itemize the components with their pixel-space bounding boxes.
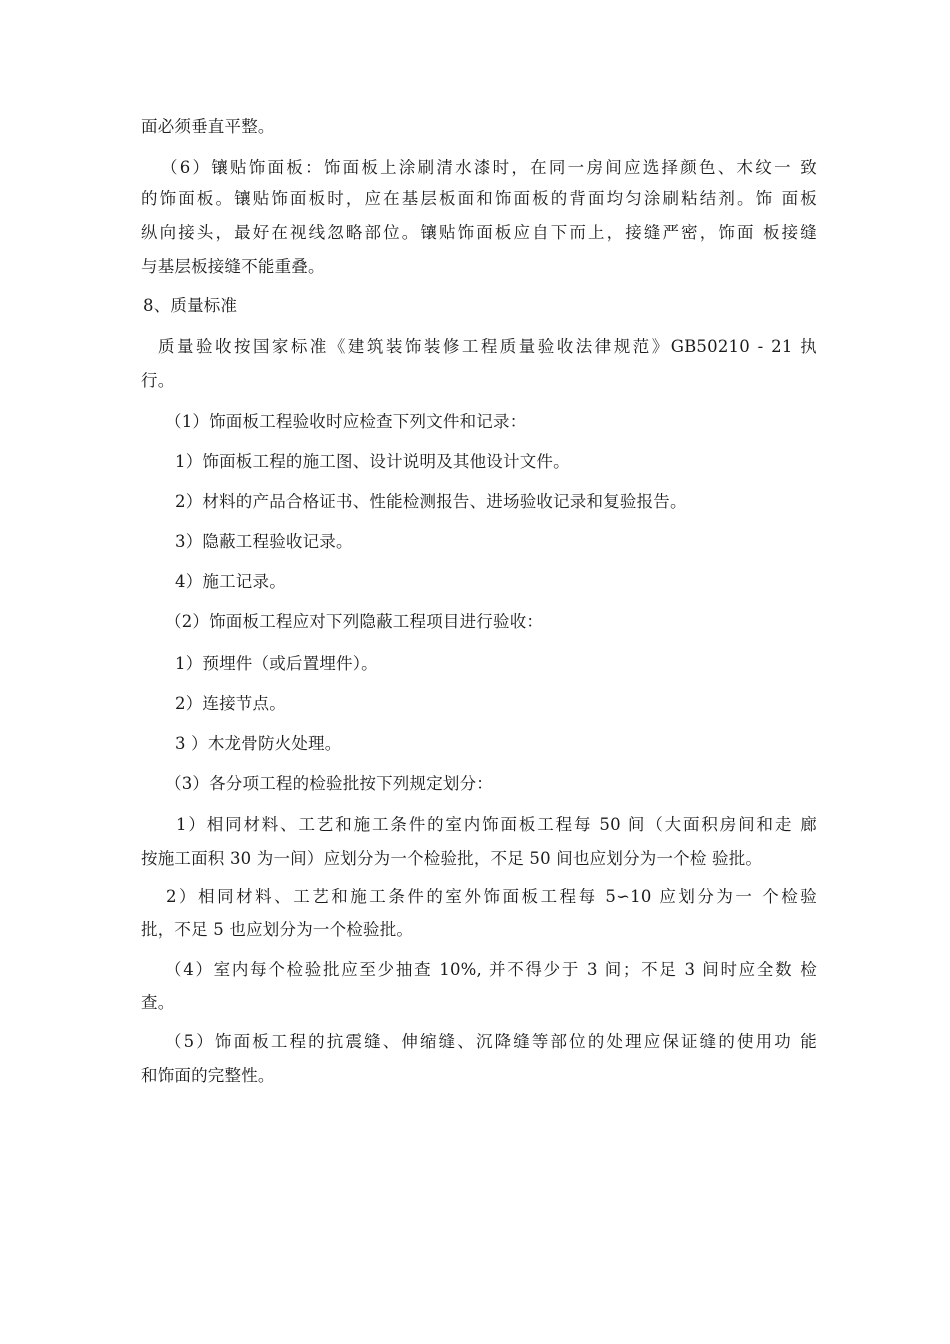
item-3-sub-1-line-1: 1）相同材料、工艺和施工条件的室内饰面板工程每 50 间（大面积房间和走 廊	[176, 815, 817, 834]
item-3-sub-2-line-2: 批，不足 5 也应划分为一个检验批。	[141, 920, 414, 939]
item-5-line-1: （5）饰面板工程的抗震缝、伸缩缝、沉降缝等部位的处理应保证缝的使用功 能	[165, 1032, 817, 1051]
section-heading-quality-standard: 8、质量标准	[143, 296, 238, 315]
item-5-line-2: 和饰面的完整性。	[141, 1066, 275, 1085]
standard-paragraph-line-2: 行。	[141, 371, 175, 390]
item-2-sub-2: 2）连接节点。	[175, 694, 286, 713]
standard-paragraph-line-1: 质量验收按国家标准《建筑装饰装修工程质量验收法律规范》GB50210 - 21 执	[158, 337, 817, 356]
item-3-sub-2-line-1: 2）相同材料、工艺和施工条件的室外饰面板工程每 5∽10 应划分为一 个检验	[166, 887, 817, 906]
item-2-sub-1: 1）预埋件（或后置埋件）。	[175, 654, 378, 673]
item-1-sub-1: 1）饰面板工程的施工图、设计说明及其他设计文件。	[175, 452, 570, 471]
item-1-sub-4: 4）施工记录。	[175, 572, 286, 591]
item-2-heading: （2）饰面板工程应对下列隐蔽工程项目进行验收：	[165, 612, 544, 631]
item-3-sub-1-line-2: 按施工面积 30 为一间）应划分为一个检验批，不足 50 间也应划分为一个检 验批。	[141, 849, 763, 868]
item-4-line-1: （4）室内每个检验批应至少抽查 10%, 并不得少于 3 间；不足 3 间时应全数 检	[165, 960, 817, 979]
item-1-heading: （1）饰面板工程验收时应检查下列文件和记录：	[165, 412, 527, 431]
item-1-sub-3: 3）隐蔽工程验收记录。	[175, 532, 353, 551]
item-4-line-2: 查。	[141, 993, 175, 1012]
item-3-heading: （3）各分项工程的检验批按下列规定划分：	[165, 774, 493, 793]
paragraph-6-line-3: 纵向接头，最好在视线忽略部位。镶贴饰面板应自下而上，接缝严密，饰面 板接缝	[141, 223, 817, 242]
text-line: 面必须垂直平整。	[141, 117, 275, 136]
item-1-sub-2: 2）材料的产品合格证书、性能检测报告、进场验收记录和复验报告。	[175, 492, 687, 511]
paragraph-6-line-2: 的饰面板。镶贴饰面板时，应在基层板面和饰面板的背面均匀涂刷粘结剂。饰 面板	[141, 189, 817, 208]
paragraph-6-line-4: 与基层板接缝不能重叠。	[141, 257, 325, 276]
paragraph-6-line-1: （6）镶贴饰面板：饰面板上涂刷清水漆时，在同一房间应选择颜色、木纹一 致	[161, 158, 817, 177]
item-2-sub-3: 3 ）木龙骨防火处理。	[175, 734, 342, 753]
